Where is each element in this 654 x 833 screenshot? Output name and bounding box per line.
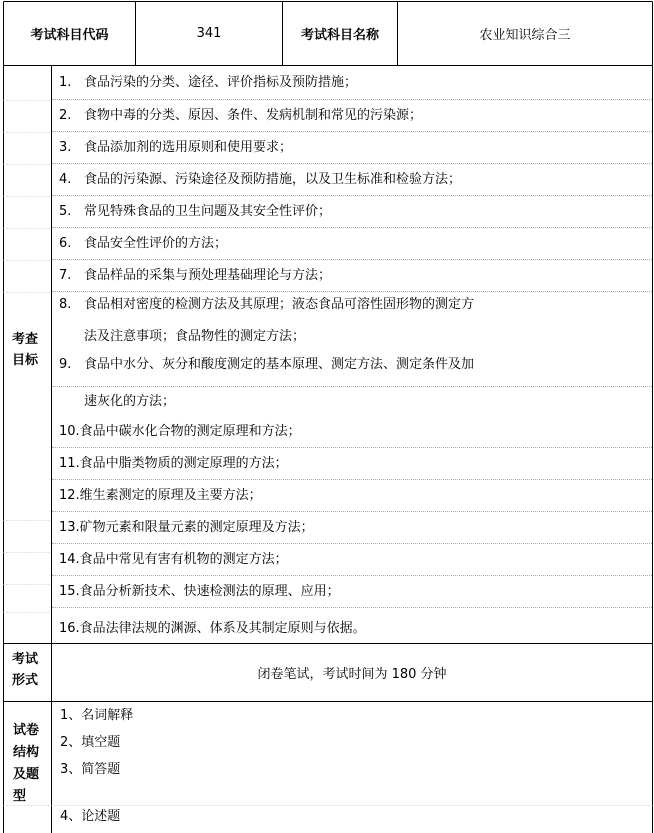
objective-text: 食物中毒的分类、原因、条件、发病机制和常见的污染源； bbox=[84, 108, 423, 123]
objective-item-14 bbox=[52, 544, 652, 576]
structure-label-line3: 及题 bbox=[13, 767, 40, 782]
subject-name-value: 农业知识综合三 bbox=[479, 28, 571, 43]
objective-text: 食品的污染源、污染途径及预防措施，以及卫生标准和检验方法； bbox=[84, 172, 462, 187]
objective-text: 15.食品分析新技术、快速检测法的原理、应用； bbox=[59, 584, 340, 599]
objective-text: 13.矿物元素和限量元素的测定原理及方法； bbox=[59, 520, 314, 535]
objective-text: 食品安全性评价的方法； bbox=[84, 236, 228, 251]
objective-text: 食品相对密度的检测方法及其原理；液态食品可溶性固形物的测定方 bbox=[84, 297, 475, 312]
objective-text: 食品中水分、灰分和酸度测定的基本原理、测定方法、测定条件及加 bbox=[84, 357, 475, 372]
objective-number: 4. bbox=[59, 172, 72, 187]
objective-number: 6. bbox=[59, 236, 72, 251]
objective-item-8-cont bbox=[52, 321, 652, 349]
objectives-label-line2: 目标 bbox=[12, 353, 39, 368]
structure-label-line2: 结构 bbox=[13, 745, 40, 760]
question-type-4: 4、论述题 bbox=[60, 809, 121, 824]
objective-text: 12.维生素测定的原理及主要方法； bbox=[59, 488, 262, 503]
objective-text: 14.食品中常见有害有机物的测定方法； bbox=[59, 552, 288, 567]
objective-number: 7. bbox=[59, 268, 72, 283]
objective-item-9 bbox=[52, 349, 652, 387]
question-type-2: 2、填空题 bbox=[60, 735, 121, 750]
exam-form-value: 闭卷笔试，考试时间为 180 分钟 bbox=[257, 667, 447, 682]
structure-label-line4: 型 bbox=[13, 789, 27, 804]
objective-text: 食品污染的分类、途径、评价指标及预防措施； bbox=[84, 75, 358, 90]
objective-text: 法及注意事项；食品物性的测定方法； bbox=[84, 329, 306, 344]
objective-number: 1. bbox=[59, 75, 72, 90]
exam-form-label-line1: 考试 bbox=[12, 652, 39, 667]
objective-item-5 bbox=[52, 196, 652, 228]
objective-item-13 bbox=[52, 512, 652, 544]
subject-code-value: 341 bbox=[196, 26, 222, 41]
objective-item-12 bbox=[52, 480, 652, 512]
objective-item-1 bbox=[52, 66, 652, 100]
objective-item-4 bbox=[52, 164, 652, 196]
objective-number: 9. bbox=[59, 357, 72, 372]
objective-text: 常见特殊食品的卫生问题及其安全性评价； bbox=[84, 204, 332, 219]
objective-text: 食品样品的采集与预处理基础理论与方法； bbox=[84, 268, 332, 283]
objective-item-15 bbox=[52, 576, 652, 608]
objective-number: 2. bbox=[59, 108, 72, 123]
objective-item-7 bbox=[52, 260, 652, 292]
objective-text: 食品添加剂的选用原则和使用要求； bbox=[84, 140, 293, 155]
exam-form-label-line2: 形式 bbox=[12, 673, 39, 688]
structure-label-line1: 试卷 bbox=[13, 723, 40, 738]
subject-name-label: 考试科目名称 bbox=[300, 28, 379, 43]
structure-label bbox=[13, 720, 49, 808]
objective-item-9-cont bbox=[52, 387, 652, 416]
objective-number: 3. bbox=[59, 140, 72, 155]
question-type-3: 3、简答题 bbox=[60, 762, 121, 777]
objective-item-8 bbox=[52, 292, 652, 321]
objective-item-6 bbox=[52, 228, 652, 260]
objective-item-3 bbox=[52, 132, 652, 164]
exam-form-label bbox=[12, 649, 48, 691]
objective-text: 16.食品法律法规的渊源、体系及其制定原则与依据。 bbox=[59, 621, 366, 636]
objective-text: 11.食品中脂类物质的测定原理的方法； bbox=[59, 456, 288, 471]
objective-item-11 bbox=[52, 448, 652, 480]
objective-item-2 bbox=[52, 100, 652, 132]
objective-number: 8. bbox=[59, 297, 72, 312]
objective-text: 速灰化的方法； bbox=[84, 394, 176, 409]
objective-item-16 bbox=[52, 612, 652, 643]
objective-item-10 bbox=[52, 416, 652, 448]
objective-text: 10.食品中碳水化合物的测定原理和方法； bbox=[59, 424, 301, 439]
objectives-label-line1: 考查 bbox=[12, 332, 39, 347]
subject-code-label: 考试科目代码 bbox=[30, 28, 109, 43]
question-type-1: 1、名词解释 bbox=[60, 708, 134, 723]
objectives-label bbox=[12, 329, 48, 371]
objective-number: 5. bbox=[59, 204, 72, 219]
